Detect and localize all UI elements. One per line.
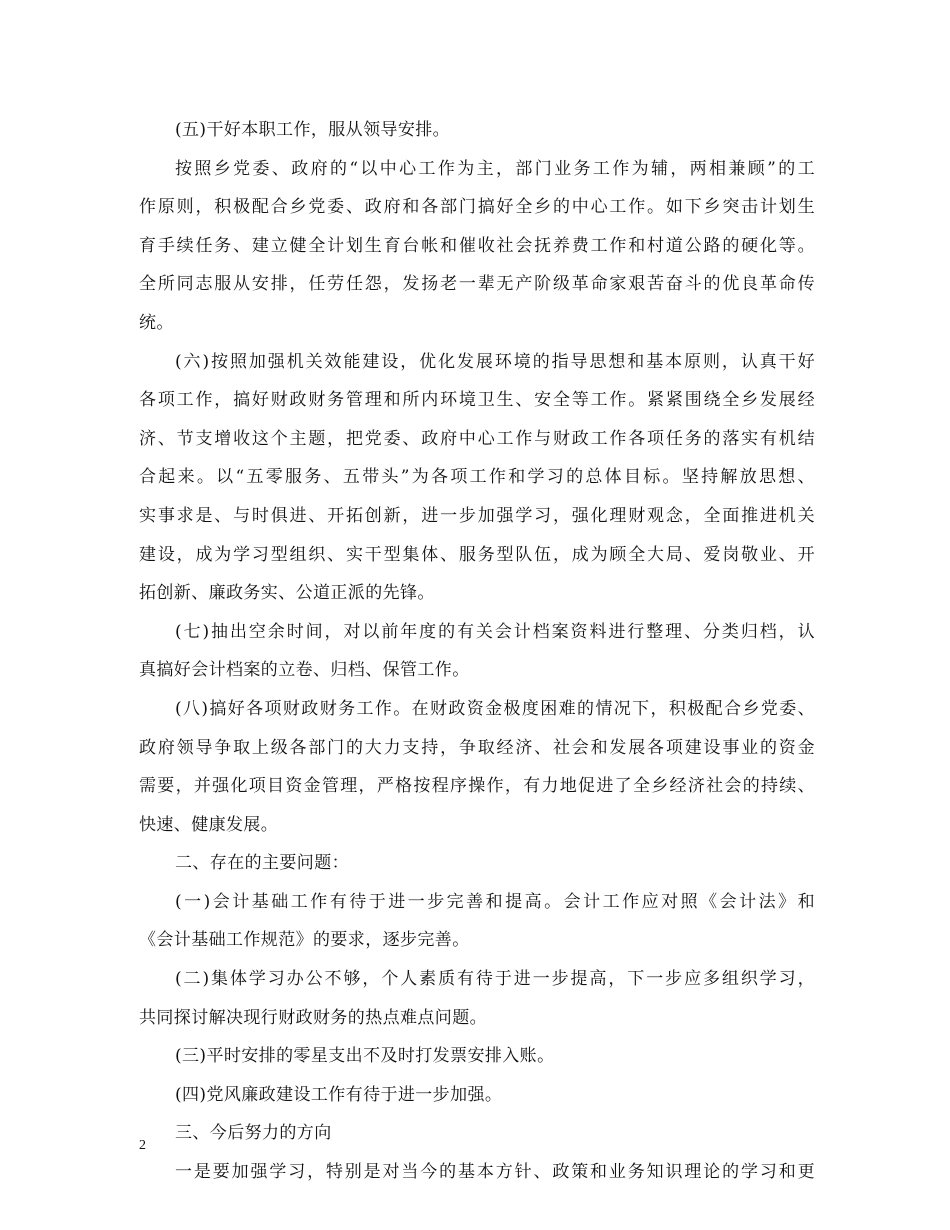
- text-line: 需要，并强化项目资金管理，严格按程序操作，有力地促进了全乡经济社会的持续、: [139, 776, 815, 797]
- document-body: [139, 111, 815, 1192]
- text-line: 拓创新、廉政务实、公道正派的先锋。: [139, 583, 435, 604]
- text-line: 合起来。以“五零服务、五带头”为各项工作和学习的总体目标。坚持解放思想、: [139, 467, 815, 488]
- text-line: (二)集体学习办公不够，个人素质有待于进一步提高，下一步应多组织学习，: [175, 969, 815, 990]
- text-line: 二、存在的主要问题：: [175, 853, 349, 874]
- text-line: (八)搞好各项财政财务工作。在财政资金极度困难的情况下，积极配合乡党委、: [175, 698, 815, 719]
- text-line: 建设，成为学习型组织、实干型集体、服务型队伍，成为顾全大局、爱岗敬业、开: [139, 544, 815, 565]
- text-line: 按照乡党委、政府的“以中心工作为主，部门业务工作为辅，两相兼顾”的工: [175, 158, 815, 179]
- text-line: 一是要加强学习，特别是对当今的基本方针、政策和业务知识理论的学习和更: [175, 1162, 815, 1183]
- text-line: (四)党风廉政建设工作有待于进一步加强。: [175, 1084, 503, 1105]
- text-line: 三、今后努力的方向: [175, 1123, 332, 1144]
- text-line: 各项工作，搞好财政财务管理和所内环境卫生、安全等工作。紧紧围绕全乡发展经: [139, 390, 815, 411]
- text-line: 真搞好会计档案的立卷、归档、保管工作。: [139, 660, 470, 681]
- text-line: (一)会计基础工作有待于进一步完善和提高。会计工作应对照《会计法》和: [175, 891, 815, 912]
- text-line: 作原则，积极配合乡党委、政府和各部门搞好全乡的中心工作。如下乡突击计划生: [139, 197, 815, 218]
- text-line: (六)按照加强机关效能建设，优化发展环境的指导思想和基本原则，认真干好: [175, 351, 815, 372]
- text-line: 育手续任务、建立健全计划生育台帐和催收社会抚养费工作和村道公路的硬化等。: [139, 235, 815, 256]
- text-line: 共同探讨解决现行财政财务的热点难点问题。: [139, 1007, 487, 1028]
- text-line: 实事求是、与时俱进、开拓创新，进一步加强学习，强化理财观念，全面推进机关: [139, 505, 815, 526]
- text-line: 政府领导争取上级各部门的大力支持，争取经济、社会和发展各项建设事业的资金: [139, 737, 815, 758]
- text-line: 统。: [139, 312, 174, 333]
- text-line: (五)干好本职工作，服从领导安排。: [175, 120, 451, 140]
- text-line: (三)平时安排的零星支出不及时打发票安排入账。: [175, 1046, 555, 1067]
- page-number: 2: [139, 1138, 146, 1153]
- text-line: 快速、健康发展。: [139, 814, 279, 835]
- text-line: (七)抽出空余时间，对以前年度的有关会计档案资料进行整理、分类归档，认: [175, 621, 815, 642]
- text-line: 济、节支增收这个主题，把党委、政府中心工作与财政工作各项任务的落实有机结: [139, 428, 815, 449]
- text-line: 全所同志服从安排，任劳任怨，发扬老一辈无产阶级革命家艰苦奋斗的优良革命传: [139, 274, 815, 295]
- text-line: 《会计基础工作规范》的要求，逐步完善。: [139, 930, 470, 951]
